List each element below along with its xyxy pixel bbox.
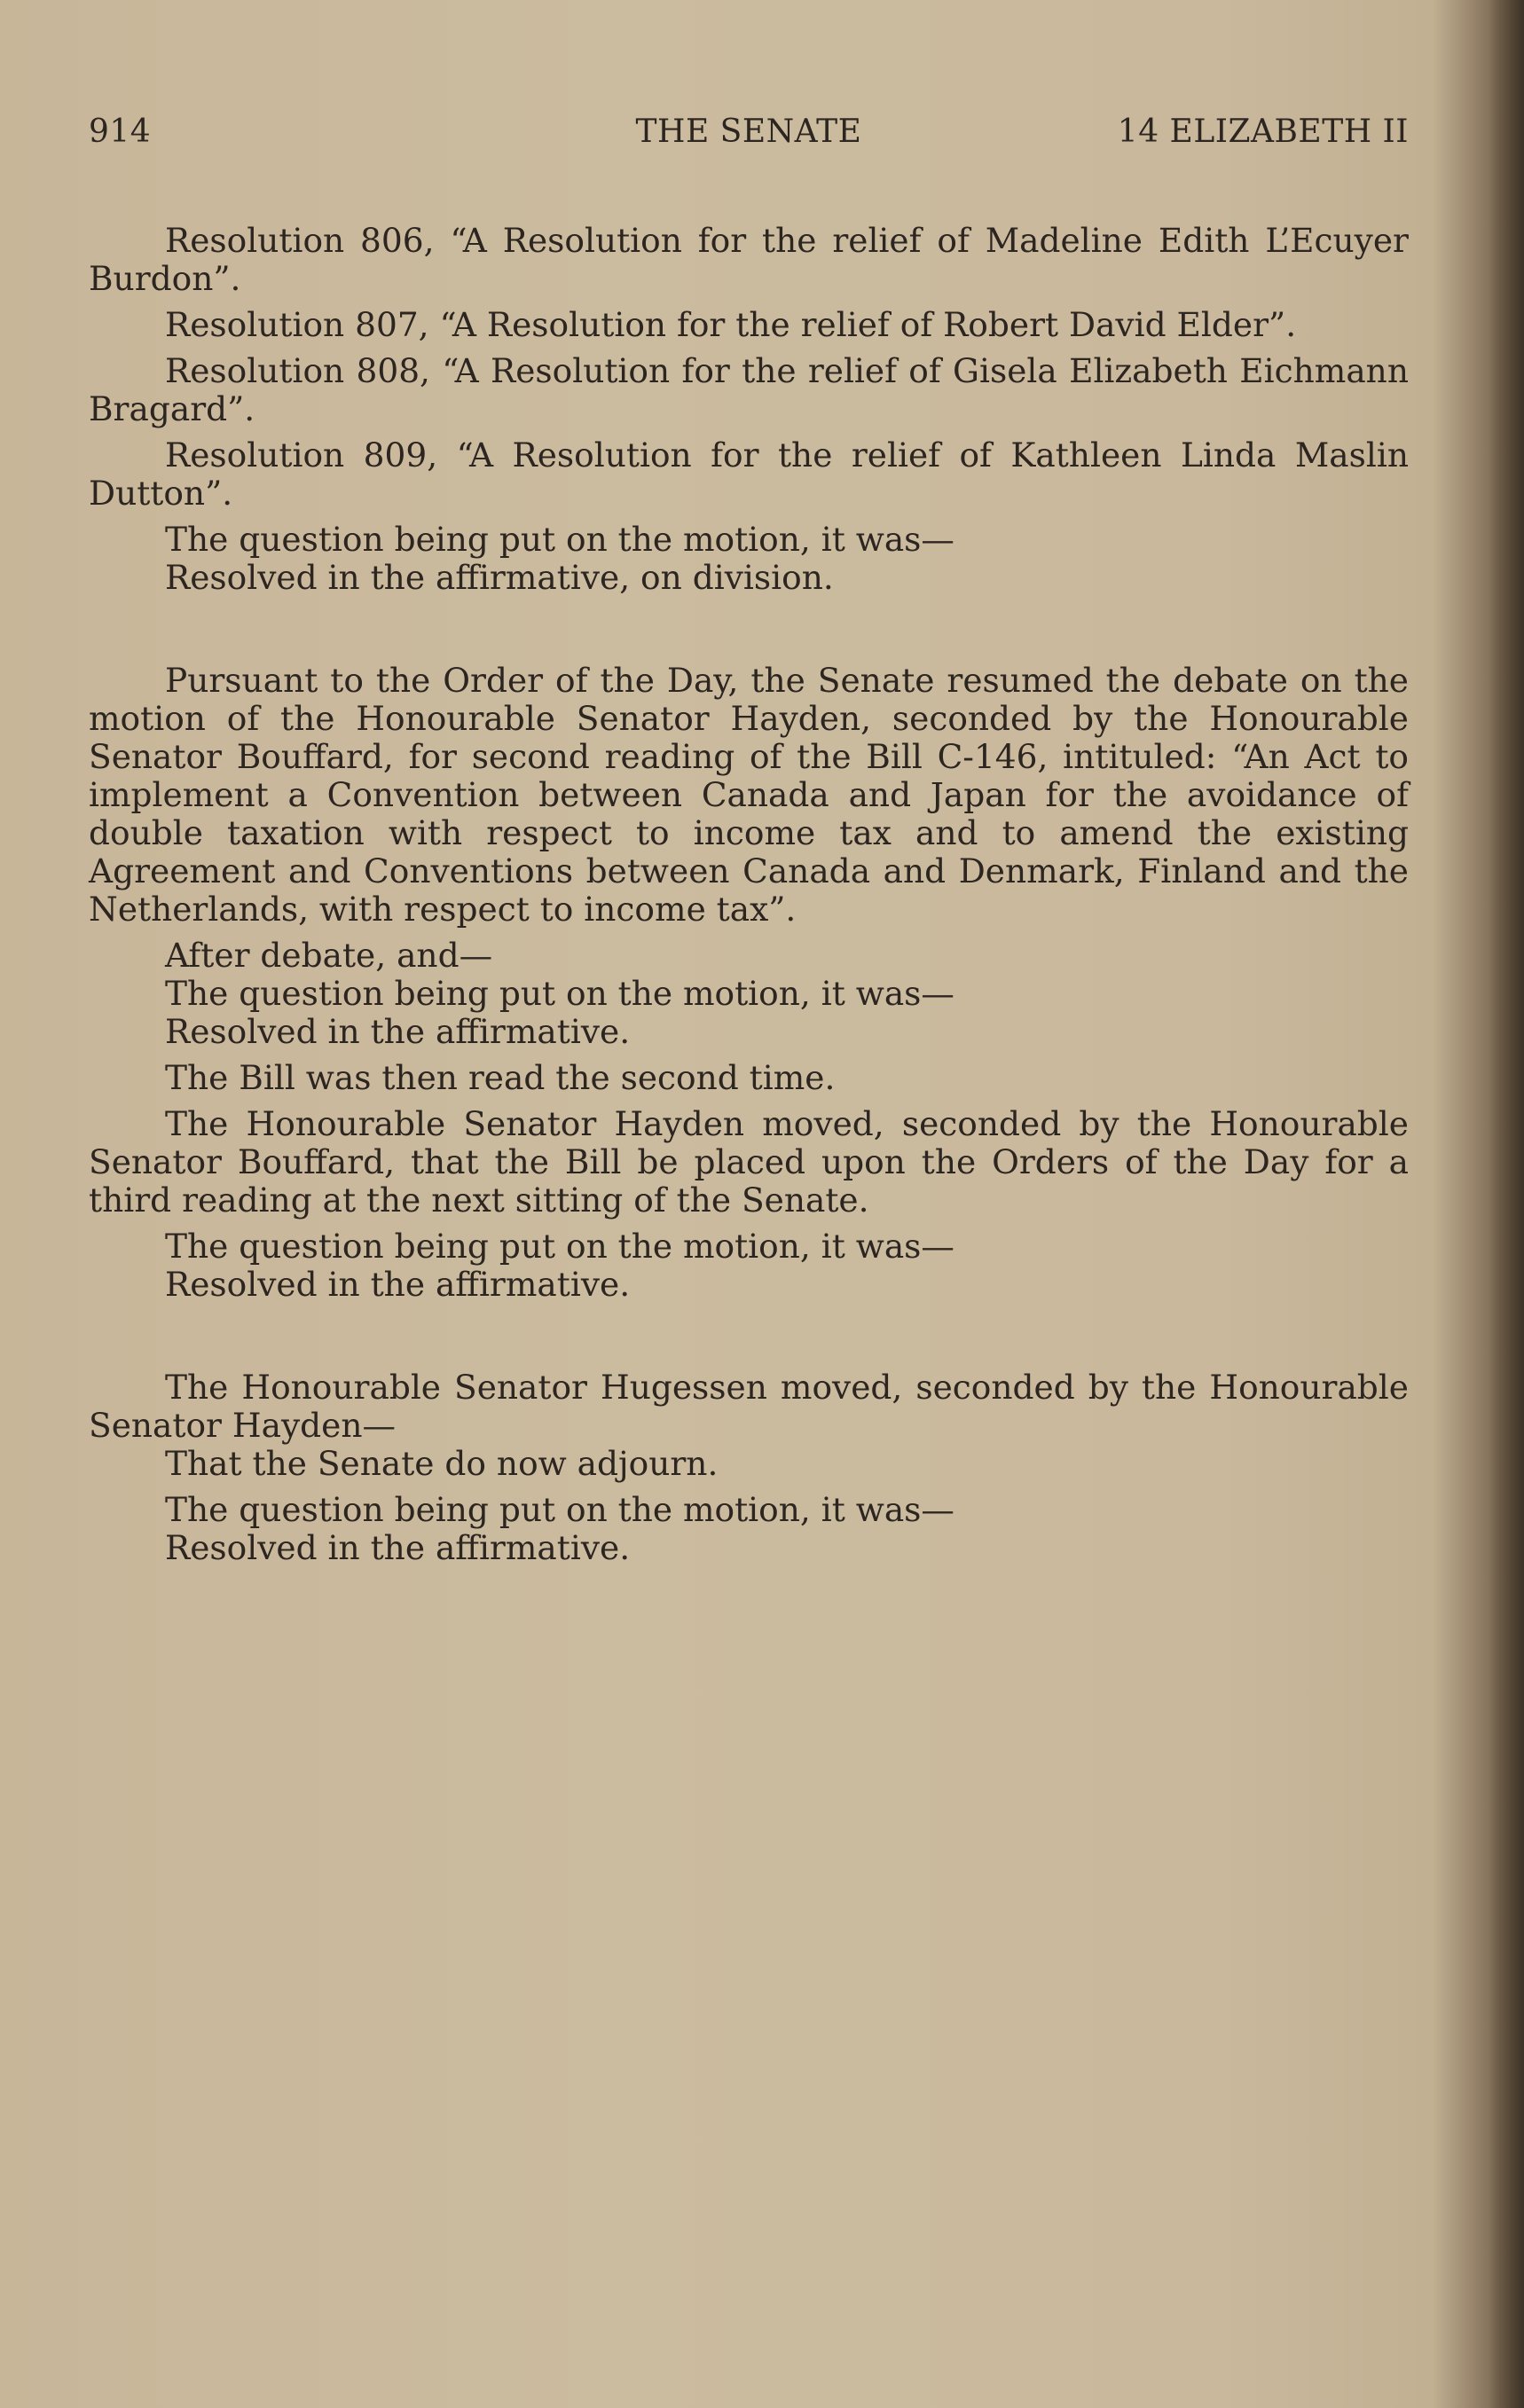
question-put-line: The question being put on the motion, it was— [165, 520, 954, 559]
resolved-line: Resolved in the affirmative, on division. [165, 558, 834, 597]
third-reading-motion: The Honourable Senator Hayden moved, seconded by the Honourable Senator Bouffard, that the Bill be placed upon the Orders of the Day for a third reading at the next sitting of the Senate. [89, 1104, 1409, 1220]
book-spine-shadow [1489, 0, 1524, 2408]
after-debate-line: After debate, and— [165, 936, 493, 975]
resolved-line: Resolved in the affirmative. [165, 1265, 631, 1304]
adjourn-text: That the Senate do now adjourn. [165, 1444, 719, 1483]
resolution-806: Resolution 806, “A Resolution for the relief of Madeline Edith L’Ecuyer Burdon”. [89, 221, 1409, 298]
second-reading-paragraph: Pursuant to the Order of the Day, the Senate resumed the debate on the motion of the Honourable Senator Hayden, seconded by the Honourable Senator Bouffard, for second reading of the Bill C-146, intituled: “An Act to implement a Convention between Canada and Japan for the avoidance of double taxation with respect to income tax and to amend the existing Agreement and Conventions between Canada and Denmark, Finland and the Netherlands, with respect to income tax”. [89, 661, 1409, 929]
page-number: 914 [89, 114, 152, 150]
resolved-line: Resolved in the affirmative. [165, 1528, 631, 1567]
question-put-line: The question being put on the motion, it was— [165, 1490, 954, 1529]
resolution-807: Resolution 807, “A Resolution for the relief of Robert David Elder”. [165, 305, 1297, 344]
running-title: THE SENATE [635, 114, 862, 150]
running-header [89, 114, 1409, 158]
resolution-808: Resolution 808, “A Resolution for the relief of Gisela Elizabeth Eichmann Bragard”. [89, 351, 1409, 428]
bill-read-second-time: The Bill was then read the second time. [165, 1058, 836, 1097]
question-put-line: The question being put on the motion, it was— [165, 1227, 954, 1266]
journal-body [89, 222, 1409, 1567]
session-label: 14 ELIZABETH II [1117, 114, 1409, 150]
question-put-line: The question being put on the motion, it was— [165, 974, 954, 1013]
resolution-809: Resolution 809, “A Resolution for the relief of Kathleen Linda Maslin Dutton”. [89, 435, 1409, 513]
resolved-line: Resolved in the affirmative. [165, 1012, 631, 1051]
adjournment-motion: The Honourable Senator Hugessen moved, seconded by the Honourable Senator Hayden— [89, 1368, 1409, 1445]
